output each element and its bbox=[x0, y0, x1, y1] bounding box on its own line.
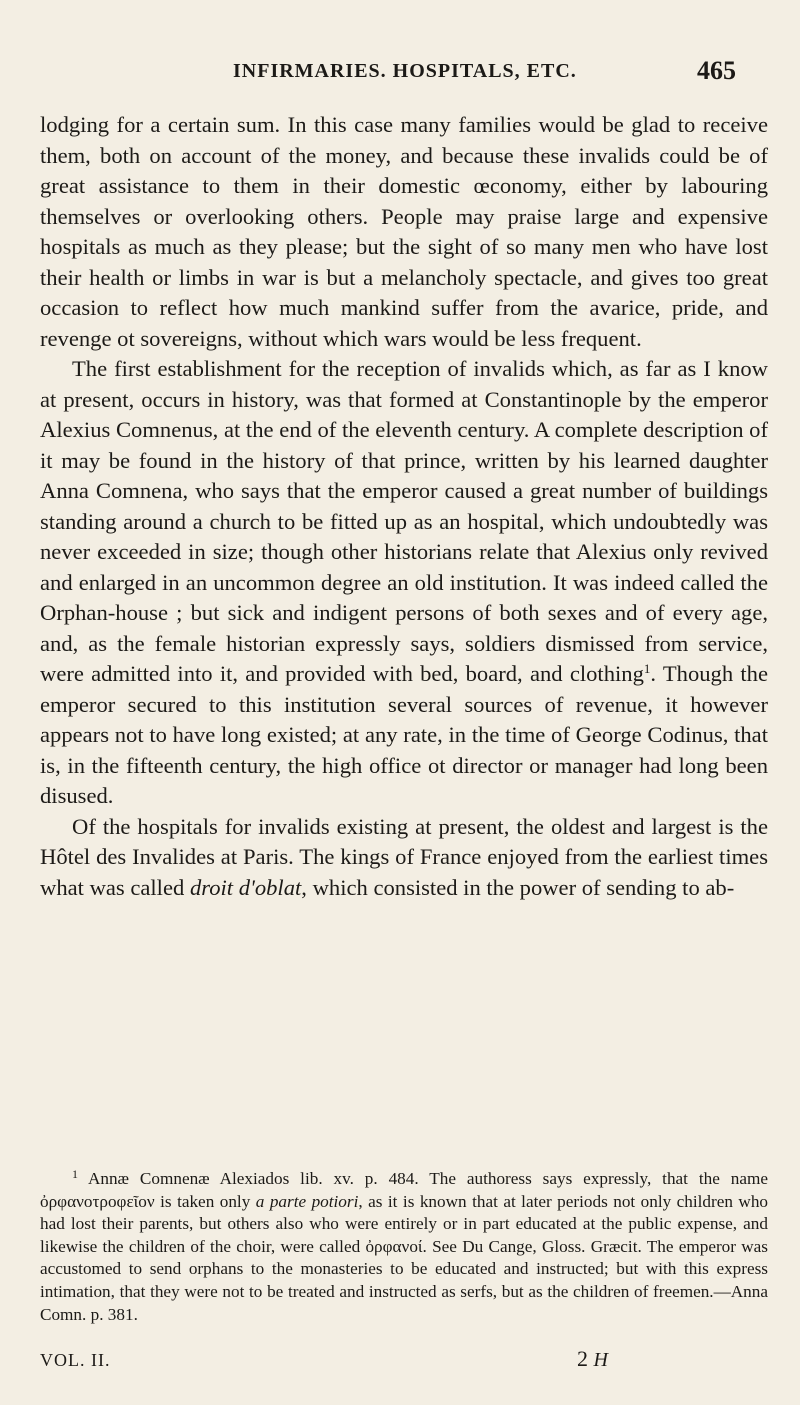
italic-term: a parte potiori bbox=[255, 1191, 359, 1211]
signature-number: 2 bbox=[577, 1346, 588, 1371]
paragraph-3 bbox=[40, 812, 768, 904]
body-text bbox=[40, 110, 768, 903]
footnote-reference[interactable]: 1 bbox=[643, 661, 651, 676]
footnote-mark: 1 bbox=[72, 1167, 78, 1181]
footnote-text: , as it is known that at later periods not only children who had lost their parents, but others also who were entirely or in part educated at the public expense, and likewise the children of the choir, were called bbox=[40, 1191, 769, 1256]
running-head bbox=[0, 56, 800, 96]
greek-term: ὀρφανοί bbox=[365, 1236, 423, 1256]
signature-line bbox=[40, 1346, 768, 1376]
paragraph-2 bbox=[40, 354, 768, 812]
paragraph-1: lodging for a certain sum. In this case many families would be glad to receive them, both on account of the money, and because these invalids could be of great assistance to them in their domestic œconomy, either by labouring themselves or overlooking others. People may praise large and expensive hospitals as much as they please; but the sight of so many men who have lost their health or limbs in war is but a melancholy spectacle, and gives too great occasion to reflect how much mankind suffer from the avarice, pride, and revenge ot sovereigns, without which wars would be less frequent. bbox=[40, 112, 768, 351]
footnotes bbox=[40, 1168, 768, 1326]
italic-term: droit d'oblat bbox=[189, 874, 302, 900]
paragraph-2-text-cont: . Though the emperor secured to this institution several sources of revenue, it however appears not to have long existed; at any rate, in the time of George Codinus, that is, in the fifteenth century, the high office ot director or manager had long been disused. bbox=[40, 661, 768, 808]
footnote-text: is taken only bbox=[160, 1191, 251, 1211]
paragraph-3-text: Of the hospitals for invalids existing at present, the oldest and largest is the Hôtel des Invalides at Paris. The kings of France enjoyed from the earliest times what was called bbox=[40, 813, 768, 900]
greek-term: ὀρφανοτροφεῖον bbox=[40, 1191, 155, 1211]
footnote-1 bbox=[40, 1168, 768, 1326]
paragraph-3-text-cont: , which consisted in the power of sending to ab- bbox=[301, 874, 735, 900]
signature-mark bbox=[577, 1346, 608, 1372]
paragraph-2-text: The first establishment for the reception of invalids which, as far as I know at present, occurs in history, was that formed at Constantinople by the emperor Alexius Comnenus, at the end of the eleventh century. A complete description of it may be found in the history of that prince, written by his learned daughter Anna Comnena, who says that the emperor caused a great number of buildings standing around a church to be fitted up as an hospital, which undoubtedly was never exceeded in size; though other historians relate that Alexius only revived and enlarged in an uncommon degree an old institution. It was indeed called the Orphan-house ; but sick and indigent persons of both sexes and of every age, and, as the female historian expressly says, soldiers dismissed from service, were admitted into it, and provided with bed, board, and clothing bbox=[40, 356, 768, 686]
signature-letter: H bbox=[593, 1349, 608, 1371]
volume-label: VOL. II. bbox=[40, 1350, 111, 1370]
footnote-text: . See Du Cange, Gloss. Græcit. The emperor was accustomed to send orphans to the monasteries to be educated and instructed; but with this express intimation, that they were not to be treated and instructed as serfs, but as the children of freemen.—Anna Comn. p. 381. bbox=[40, 1236, 768, 1324]
footnote-text: Annæ Comnenæ Alexiados lib. xv. p. 484. The authoress says expressly, that the name bbox=[87, 1169, 768, 1188]
page-number: 465 bbox=[697, 56, 736, 85]
running-head-title: INFIRMARIES. HOSPITALS, ETC. bbox=[233, 60, 577, 82]
